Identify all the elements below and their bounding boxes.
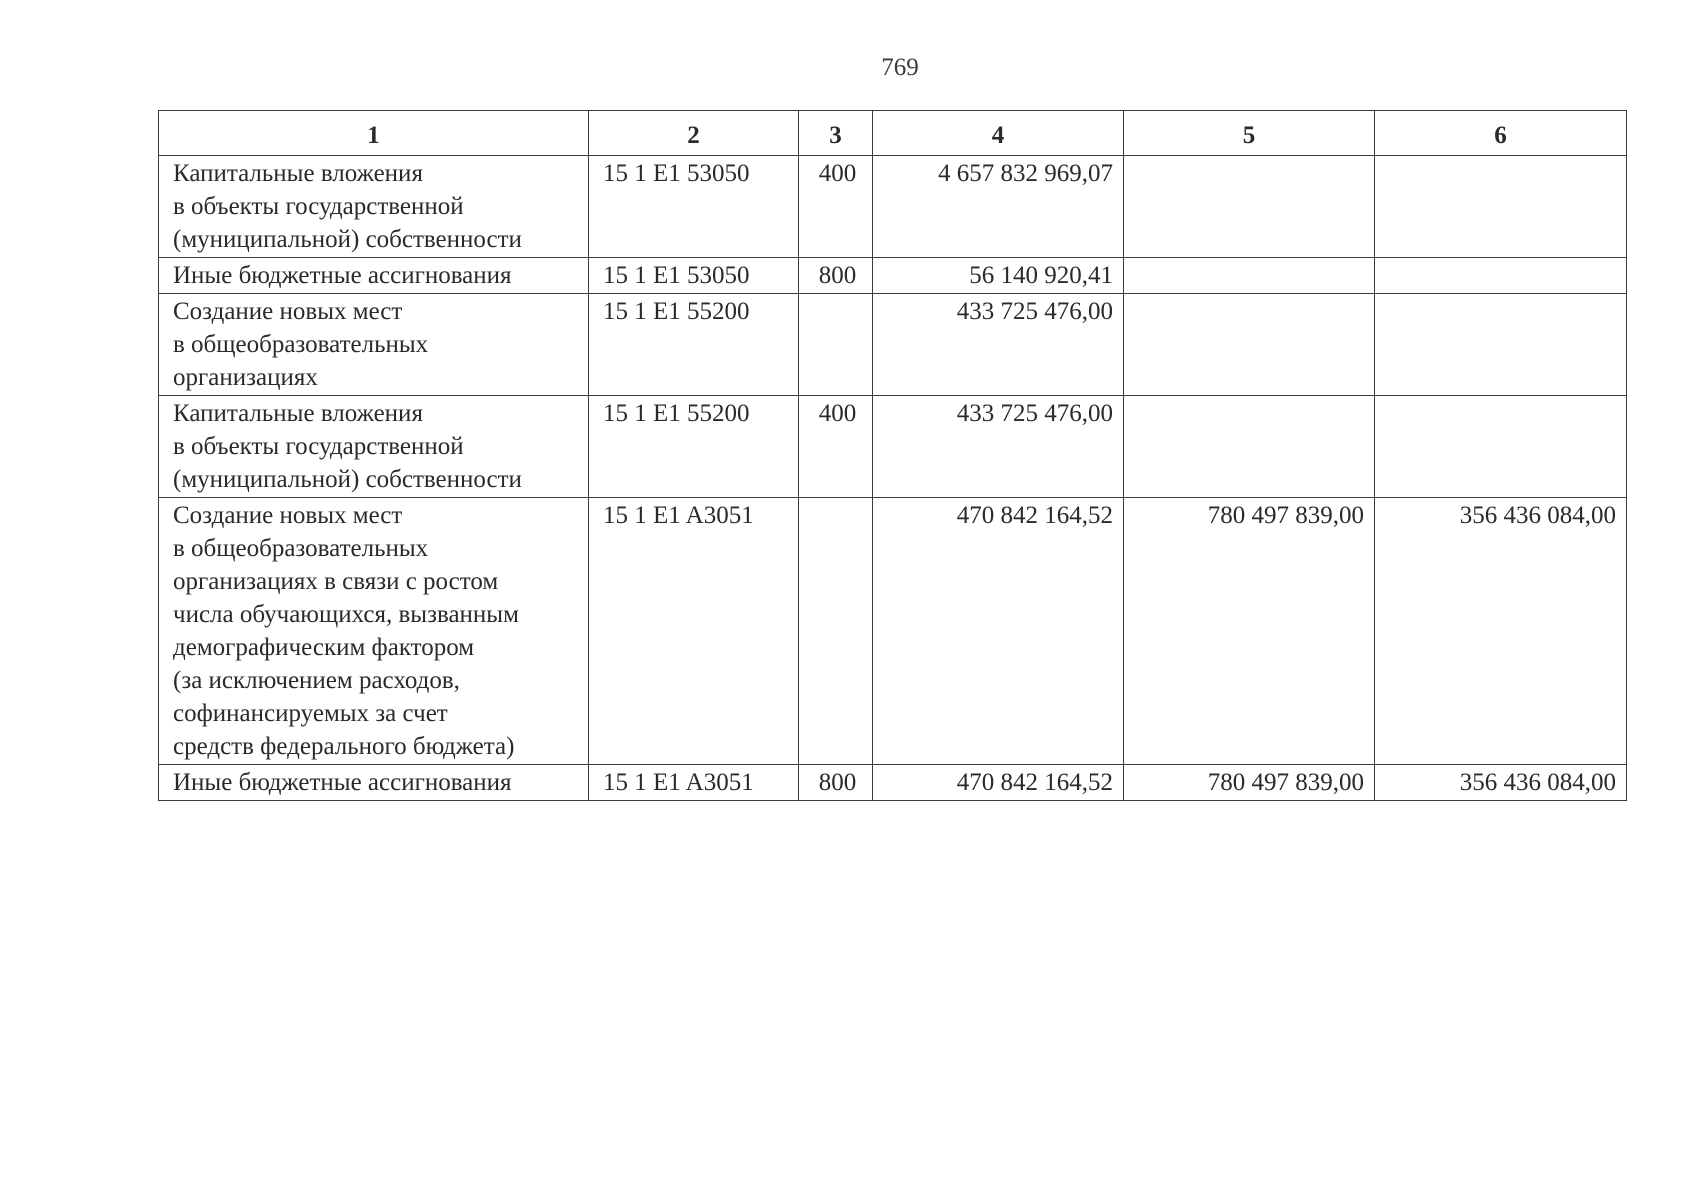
column-header: 3 xyxy=(799,111,873,156)
table-row xyxy=(159,294,1627,396)
row-amount-col5: 780 497 839,00 xyxy=(1124,498,1375,765)
row-code-cell: 15 1 E1 55200 xyxy=(589,396,799,498)
row-amount-col5 xyxy=(1124,294,1375,396)
row-type-cell: 400 xyxy=(799,156,873,258)
row-code-cell: 15 1 E1 A3051 xyxy=(589,498,799,765)
table-row xyxy=(159,396,1627,498)
row-type-cell: 800 xyxy=(799,258,873,294)
row-amount-col6 xyxy=(1375,258,1627,294)
row-amount-col4: 433 725 476,00 xyxy=(873,294,1124,396)
row-amount-col4: 433 725 476,00 xyxy=(873,396,1124,498)
row-name-cell: Капитальные вложения в объекты государственной (муниципальной) собственности xyxy=(159,156,589,258)
row-name-cell: Создание новых мест в общеобразовательных организациях в связи с ростом числа обучающихся, вызванным демографическим фактором (за исключением расходов, софинансируемых за счет средств федерального бюджета) xyxy=(159,498,589,765)
row-type-cell: 800 xyxy=(799,765,873,801)
row-amount-col4: 4 657 832 969,07 xyxy=(873,156,1124,258)
row-amount-col6 xyxy=(1375,156,1627,258)
row-name-cell: Иные бюджетные ассигнования xyxy=(159,258,589,294)
row-amount-col6 xyxy=(1375,396,1627,498)
row-code-cell: 15 1 E1 A3051 xyxy=(589,765,799,801)
row-amount-col5 xyxy=(1124,258,1375,294)
column-header: 1 xyxy=(159,111,589,156)
row-amount-col4: 470 842 164,52 xyxy=(873,765,1124,801)
row-name-cell: Создание новых мест в общеобразовательных организациях xyxy=(159,294,589,396)
column-header: 5 xyxy=(1124,111,1375,156)
row-amount-col5 xyxy=(1124,156,1375,258)
row-code-cell: 15 1 E1 53050 xyxy=(589,258,799,294)
row-amount-col6: 356 436 084,00 xyxy=(1375,765,1627,801)
page-number: 769 xyxy=(881,54,919,81)
row-amount-col5 xyxy=(1124,396,1375,498)
row-amount-col6 xyxy=(1375,294,1627,396)
row-type-cell: 400 xyxy=(799,396,873,498)
row-name-cell: Иные бюджетные ассигнования xyxy=(159,765,589,801)
row-code-cell: 15 1 E1 53050 xyxy=(589,156,799,258)
row-name-cell: Капитальные вложения в объекты государственной (муниципальной) собственности xyxy=(159,396,589,498)
row-amount-col4: 56 140 920,41 xyxy=(873,258,1124,294)
row-amount-col6: 356 436 084,00 xyxy=(1375,498,1627,765)
table-row xyxy=(159,258,1627,294)
row-code-cell: 15 1 E1 55200 xyxy=(589,294,799,396)
column-header: 6 xyxy=(1375,111,1627,156)
row-amount-col5: 780 497 839,00 xyxy=(1124,765,1375,801)
table-row xyxy=(159,498,1627,765)
table-row xyxy=(159,765,1627,801)
column-header: 4 xyxy=(873,111,1124,156)
table-row xyxy=(159,156,1627,258)
row-type-cell xyxy=(799,294,873,396)
row-amount-col4: 470 842 164,52 xyxy=(873,498,1124,765)
table-header-row xyxy=(159,111,1627,156)
budget-table xyxy=(158,110,1627,801)
row-type-cell xyxy=(799,498,873,765)
column-header: 2 xyxy=(589,111,799,156)
